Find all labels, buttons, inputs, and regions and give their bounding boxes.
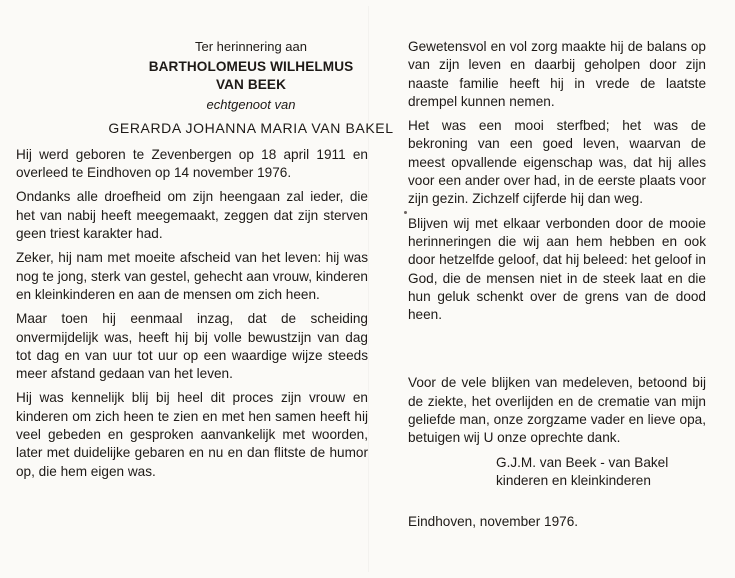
paragraph-faith: Blijven wij met elkaar verbonden door de mooie herinneringen die wij aan hem hebben en ook door hetzelfde geloof, dat hij beleed: het geloof in God, die de mensen niet in de steek laat en die hun geluk schenkt over de grens van de dood heen.: [408, 215, 706, 323]
spouse-name: GERARDA JOHANNA MARIA VAN BAKEL: [108, 119, 394, 136]
spacer: [408, 330, 706, 374]
place-date: Eindhoven, november 1976.: [408, 513, 579, 529]
print-speck: [404, 211, 407, 214]
right-page: [408, 38, 706, 531]
left-page: [16, 38, 394, 487]
paragraph-birth-death: Hij werd geboren te Zevenbergen op 18 april 1911 en overleed te Eindhoven op 14 november 1976.: [16, 146, 368, 181]
signature-block: [496, 454, 706, 491]
deceased-name-line1: BARTHOLOMEUS WILHELMUS: [148, 59, 354, 75]
paragraph-balance: Gewetensvol en vol zorg maakte hij de balans op van zijn leven en daarbij geholpen door zijn naaste familie heeft hij in vrede de laatste drempel kunnen nemen.: [408, 39, 706, 109]
intro-text: Ter herinnering aan: [194, 39, 308, 54]
deceased-name-line2: VAN BEEK: [215, 77, 287, 93]
thanks-text: Voor de vele blijken van medeleven, betoond bij de ziekte, het overlijden en de crematie van mijn geliefde man, onze zorgzame vader en lieve opa, betuigen wij U onze oprechte dank.: [408, 375, 706, 446]
paragraph-acceptance: Maar toen hij eenmaal inzag, dat de scheiding onvermijdelijk was, heeft hij bij volle bewustzijn van dag tot dag en van uur tot uur op een waardige wijze steeds meer afstand gedaan van het leven.: [16, 311, 368, 382]
paragraph-deathbed: Het was een mooi sterfbed; het was de bekroning van een goed leven, waarvan de meest opvallende eigenschap was, dat hij alles voor een ander over had, in de eerste plaats voor zijn gezin. Zichzelf cijferde hij dan weg.: [408, 118, 706, 207]
paragraph-grief: Ondanks alle droefheid om zijn heengaan zal ieder, die het van nabij heeft meegemaakt, zeggen dat zijn sterven geen triest karakter had.: [16, 189, 368, 242]
paragraph-family: Hij was kennelijk blij bij heel dit proces zijn vrouw en kinderen om zich heen te zien en met hen samen heeft hij veel gebeden en gesproken aanvankelijk met woorden, later met duidelijke gebaren en nu en dan flitste de humor op, die hem eigen was.: [16, 390, 368, 479]
signature-line-2: kinderen en kleinkinderen: [496, 473, 651, 489]
spouse-label: echtgenoot van: [206, 97, 296, 113]
card-fold: [368, 6, 369, 572]
signature-line-1: G.J.M. van Beek - van Bakel: [496, 454, 669, 470]
paragraph-farewell: Zeker, hij nam met moeite afscheid van het leven: hij was nog te jong, sterk van gestel, gehecht aan vrouw, kinderen en kleinkinderen en aan de mensen om zich heen.: [16, 250, 368, 302]
